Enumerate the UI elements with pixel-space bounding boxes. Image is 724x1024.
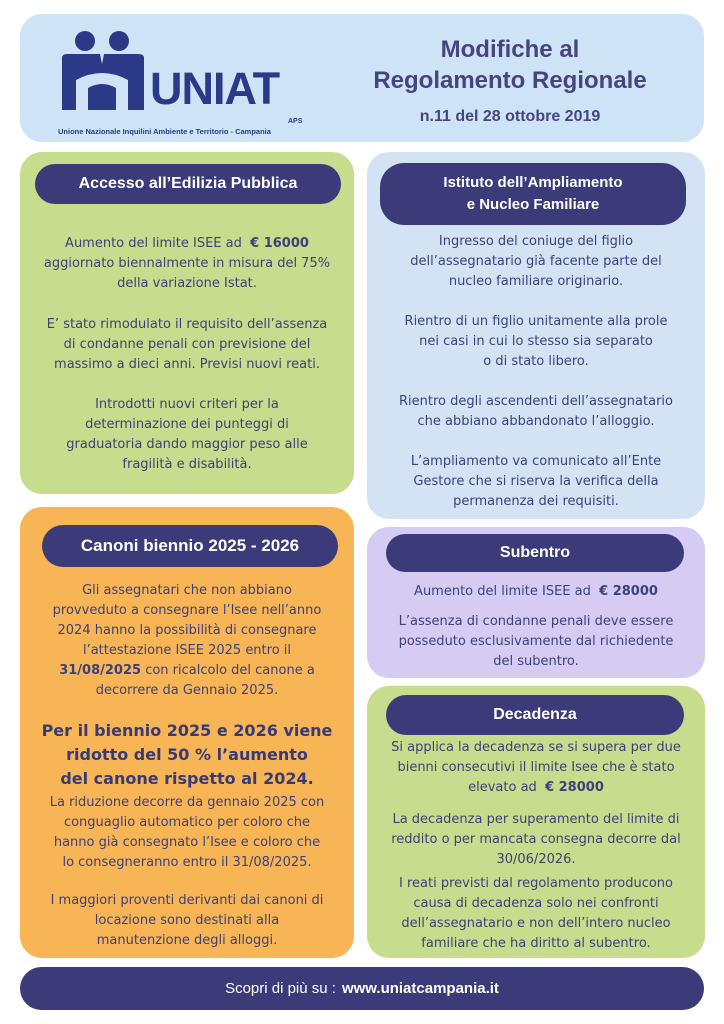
canoni-paragraph-3: I maggiori proventi derivanti dai canoni di locazione sono destinati alla manutenzione degli alloggi.	[50, 893, 324, 948]
footer-website-link[interactable]: www.uniatcampania.it	[341, 980, 499, 997]
subentro-paragraph-2: L’assenza di condanne penali deve essere posseduto esclusivamente dal richiedente del subentro.	[398, 614, 674, 669]
footer-bar	[20, 967, 704, 1010]
accesso-paragraph-3: Introdotti nuovi criteri per la determinazione dei punteggi di graduatoria dando maggior peso alle fragilità e disabilità.	[66, 397, 308, 472]
decadenza-paragraph-3: I reati previsti dal regolamento producono causa di decadenza solo nei confronti dell’assegnatario e non dell’intero nucleo familiare che ha diritto al subentro.	[399, 876, 673, 951]
logo-aps: APS	[288, 118, 303, 125]
decadenza-paragraph-1: Si applica la decadenza se si supera per due bienni consecutivi il limite Isee che è stato elevato ad € 28000	[391, 740, 681, 795]
canoni-title: Canoni biennio 2025 - 2026	[42, 525, 338, 567]
decadenza-title: Decadenza	[386, 695, 684, 735]
istituto-paragraph-3: Rientro degli ascendenti dell’assegnatario che abbiano abbandonato l’alloggio.	[399, 394, 673, 429]
header-banner	[20, 14, 704, 142]
accesso-paragraph-2: E’ stato rimodulato il requisito dell’assenza di condanne penali con previsione del massimo a dieci anni. Previsi nuovi reati.	[46, 317, 328, 372]
people-house-icon	[58, 28, 148, 110]
canoni-paragraph-2: La riduzione decorre da gennaio 2025 con conguaglio automatico per coloro che hanno già consegnato l’Isee e coloro che lo consegneranno entro il 31/08/2025.	[49, 795, 325, 870]
card-istituto	[367, 152, 705, 519]
card-decadenza	[367, 686, 705, 958]
footer-label: Scopri di più su :	[225, 980, 336, 997]
page-title: Modifiche al Regolamento Regionale	[373, 36, 647, 94]
subentro-title: Subentro	[386, 534, 684, 572]
accesso-paragraph-1: Aumento del limite ISEE ad € 16000 aggiornato biennalmente in misura del 75% della variazione Istat.	[43, 236, 331, 291]
istituto-paragraph-1: Ingresso del coniuge del figlio dell’assegnatario già facente parte del nucleo familiare originario.	[410, 234, 662, 289]
decadenza-paragraph-2: La decadenza per superamento del limite di reddito o per mancata consegna decorre dal 30/06/2026.	[391, 812, 681, 867]
card-canoni	[20, 507, 354, 958]
card-subentro	[367, 527, 705, 678]
subentro-paragraph-1: Aumento del limite ISEE ad € 28000	[414, 584, 658, 599]
logo-wordmark: UNIAT	[150, 63, 280, 114]
card-accesso	[20, 152, 354, 494]
accesso-title: Accesso all’Edilizia Pubblica	[35, 164, 341, 204]
canoni-highlight: Per il biennio 2025 e 2026 viene ridotto del 50 % l’aumento del canone rispetto al 2024.	[41, 721, 333, 788]
canoni-paragraph-1: Gli assegnatari che non abbiano provveduto a consegnare l’Isee nell’anno 2024 hanno la possibilità di consegnare l’attestazione ISEE 2025 entro il 31/08/2025 con ricalcolo del canone a decorrere da Gennaio 2025.	[52, 583, 322, 698]
istituto-title: Istituto dell’Ampliamento e Nucleo Familiare	[380, 163, 686, 225]
istituto-paragraph-4: L’ampliamento va comunicato all’Ente Gestore che si riserva la verifica della permanenza dei requisiti.	[410, 454, 662, 509]
istituto-paragraph-2: Rientro di un figlio unitamente alla prole nei casi in cui lo stesso sia separato o di stato libero.	[404, 314, 668, 369]
logo-subtitle: Unione Nazionale Inquilini Ambiente e Territorio - Campania	[58, 127, 271, 136]
page-subtitle: n.11 del 28 ottobre 2019	[419, 108, 601, 125]
uniat-logo	[58, 28, 308, 138]
